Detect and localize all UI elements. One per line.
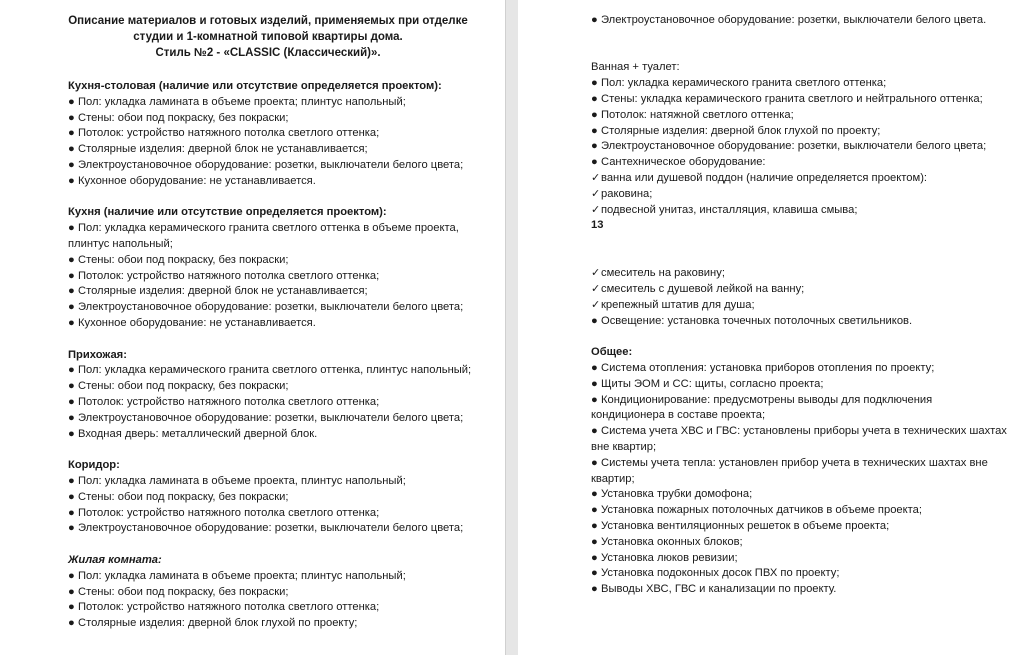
list-item: ● Пол: укладка керамического гранита светлого оттенка; bbox=[591, 76, 1016, 92]
list-item: ● Столярные изделия: дверной блок глухой по проекту; bbox=[68, 616, 498, 632]
list-item: ● Стены: обои под покраску, без покраски; bbox=[68, 379, 498, 395]
bullet-icon: ● bbox=[591, 519, 598, 532]
bullet-icon: ● bbox=[68, 380, 75, 393]
bullet-icon: ● bbox=[68, 111, 75, 124]
bullet-icon: ● bbox=[591, 124, 598, 137]
check-item: ✓крепежный штатив для душа; bbox=[591, 298, 1016, 314]
bullet-icon: ● bbox=[591, 535, 598, 548]
list-item-continuation: квартир; bbox=[591, 472, 635, 485]
check-item: ✓смеситель на раковину; bbox=[591, 266, 1016, 282]
bullet-icon: ● bbox=[591, 92, 598, 105]
bullet-icon: ● bbox=[591, 551, 598, 564]
list-item: ● Пол: укладка керамического гранита светлого оттенка в объеме проекта, bbox=[68, 221, 498, 237]
checkmark-icon: ✓ bbox=[591, 298, 601, 311]
list-item: ● Системы учета тепла: установлен прибор учета в технических шахтах вне bbox=[591, 456, 1016, 472]
list-item: ● Установка вентиляционных решеток в объеме проекта; bbox=[591, 519, 1016, 535]
list-item: ● Столярные изделия: дверной блок не устанавливается; bbox=[68, 284, 498, 300]
checkmark-icon: ✓ bbox=[591, 282, 601, 295]
bullet-icon: ● bbox=[591, 488, 598, 501]
section-heading-bathroom: Ванная + туалет: bbox=[591, 61, 680, 74]
list-item: ● Электроустановочное оборудование: розетки, выключатели белого цвета; bbox=[68, 521, 498, 537]
checkmark-icon: ✓ bbox=[591, 203, 601, 216]
list-item: ● Освещение: установка точечных потолочных светильников. bbox=[591, 314, 1016, 330]
list-item: ● Потолок: устройство натяжного потолка светлого оттенка; bbox=[68, 506, 498, 522]
bullet-icon: ● bbox=[68, 285, 75, 298]
document-page-left bbox=[0, 0, 505, 655]
bullet-icon: ● bbox=[68, 253, 75, 266]
list-item: ● Столярные изделия: дверной блок не устанавливается; bbox=[68, 142, 498, 158]
checkmark-icon: ✓ bbox=[591, 187, 601, 200]
spacer bbox=[591, 329, 1016, 345]
list-item: ● Система отопления: установка приборов отопления по проекту; bbox=[591, 361, 1016, 377]
list-item: ● Электроустановочное оборудование: розетки, выключатели белого цвета; bbox=[68, 300, 498, 316]
check-item: ✓подвесной унитаз, инсталляция, клавиша смыва; bbox=[591, 203, 1016, 219]
bullet-icon: ● bbox=[68, 127, 75, 140]
checkmark-icon: ✓ bbox=[591, 267, 601, 280]
page-number: 13 bbox=[591, 219, 604, 232]
list-item: ● Стены: укладка керамического гранита светлого и нейтрального оттенка; bbox=[591, 92, 1016, 108]
section-heading-kitchen: Кухня (наличие или отсутствие определяется проектом): bbox=[68, 206, 387, 219]
list-item: ● Электроустановочное оборудование: розетки, выключатели белого цвета. bbox=[591, 13, 1016, 29]
bullet-icon: ● bbox=[68, 411, 75, 424]
list-item: ● Пол: укладка ламината в объеме проекта; плинтус напольный; bbox=[68, 569, 498, 585]
bullet-icon: ● bbox=[68, 569, 75, 582]
bullet-icon: ● bbox=[68, 301, 75, 314]
bullet-icon: ● bbox=[591, 14, 598, 26]
list-item: ● Потолок: устройство натяжного потолка светлого оттенка; bbox=[68, 269, 498, 285]
spacer bbox=[591, 29, 1016, 45]
list-item: ● Кухонное оборудование: не устанавливается. bbox=[68, 316, 498, 332]
bullet-icon: ● bbox=[68, 601, 75, 614]
title-line: Стиль №2 - «CLASSIC (Классический)». bbox=[155, 47, 381, 59]
spacer bbox=[591, 234, 1016, 266]
list-item: ● Потолок: устройство натяжного потолка светлого оттенка; bbox=[68, 395, 498, 411]
list-item: ● Пол: укладка ламината в объеме проекта, плинтус напольный; bbox=[68, 474, 498, 490]
list-item: ● Щиты ЭОМ и СС: щиты, согласно проекта; bbox=[591, 377, 1016, 393]
list-item: ● Установка пожарных потолочных датчиков в объеме проекта; bbox=[591, 503, 1016, 519]
bullet-icon: ● bbox=[591, 156, 598, 169]
list-item: ● Электроустановочное оборудование: розетки, выключатели белого цвета; bbox=[68, 158, 498, 174]
spacer bbox=[68, 442, 498, 458]
list-item: ● Входная дверь: металлический дверной блок. bbox=[68, 427, 498, 443]
list-item: ● Установка оконных блоков; bbox=[591, 535, 1016, 551]
list-item-continuation: кондиционера в составе проекта; bbox=[591, 409, 766, 422]
list-item: ● Потолок: натяжной светлого оттенка; bbox=[591, 108, 1016, 124]
check-item: ✓смеситель с душевой лейкой на ванну; bbox=[591, 282, 1016, 298]
bullet-icon: ● bbox=[591, 425, 598, 438]
bullet-icon: ● bbox=[591, 504, 598, 517]
spacer bbox=[68, 190, 498, 206]
section-heading-hallway: Прихожая: bbox=[68, 348, 127, 361]
list-item-continuation: плинтус напольный; bbox=[68, 237, 173, 250]
bullet-icon: ● bbox=[68, 522, 75, 535]
list-item: ● Сантехническое оборудование: bbox=[591, 155, 1016, 171]
list-item: ● Пол: укладка ламината в объеме проекта; плинтус напольный; bbox=[68, 95, 498, 111]
bullet-icon: ● bbox=[591, 456, 598, 469]
list-item: ● Стены: обои под покраску, без покраски; bbox=[68, 111, 498, 127]
list-item: ● Электроустановочное оборудование: розетки, выключатели белого цвета; bbox=[591, 139, 1016, 155]
bullet-icon: ● bbox=[68, 174, 75, 187]
list-item: ● Стены: обои под покраску, без покраски; bbox=[68, 585, 498, 601]
section-heading-kitchen-dining: Кухня-столовая (наличие или отсутствие определяется проектом): bbox=[68, 80, 442, 92]
bullet-icon: ● bbox=[68, 143, 75, 156]
list-item: ● Кондиционирование: предусмотрены выводы для подключения bbox=[591, 393, 1016, 409]
list-item: ● Столярные изделия: дверной блок глухой по проекту; bbox=[591, 124, 1016, 140]
bullet-icon: ● bbox=[591, 140, 598, 153]
list-item: ● Кухонное оборудование: не устанавливается. bbox=[68, 174, 498, 190]
list-item: ● Электроустановочное оборудование: розетки, выключатели белого цвета; bbox=[68, 411, 498, 427]
section-heading-corridor: Коридор: bbox=[68, 459, 120, 472]
list-item: ● Стены: обои под покраску, без покраски; bbox=[68, 490, 498, 506]
list-item: ● Пол: укладка керамического гранита светлого оттенка, плинтус напольный; bbox=[68, 363, 498, 379]
bullet-icon: ● bbox=[68, 506, 75, 519]
section-heading-general: Общее: bbox=[591, 346, 633, 359]
list-item: ● Потолок: устройство натяжного потолка светлого оттенка; bbox=[68, 600, 498, 616]
bullet-icon: ● bbox=[68, 222, 75, 235]
bullet-icon: ● bbox=[68, 158, 75, 171]
left-content bbox=[68, 79, 498, 632]
bullet-icon: ● bbox=[591, 393, 598, 406]
section-heading-living-room: Жилая комната: bbox=[68, 553, 162, 566]
bullet-icon: ● bbox=[68, 585, 75, 598]
bullet-icon: ● bbox=[68, 269, 75, 282]
bullet-icon: ● bbox=[68, 617, 75, 630]
bullet-icon: ● bbox=[68, 427, 75, 440]
check-item: ✓раковина; bbox=[591, 187, 1016, 203]
bullet-icon: ● bbox=[68, 395, 75, 408]
right-content bbox=[591, 13, 1016, 598]
spacer bbox=[591, 45, 1016, 61]
spacer bbox=[68, 332, 498, 348]
bullet-icon: ● bbox=[68, 95, 75, 108]
bullet-icon: ● bbox=[591, 108, 598, 121]
document-title bbox=[68, 13, 468, 61]
spacer bbox=[68, 537, 498, 553]
bullet-icon: ● bbox=[591, 77, 598, 90]
bullet-icon: ● bbox=[68, 316, 75, 329]
list-item: ● Потолок: устройство натяжного потолка светлого оттенка; bbox=[68, 126, 498, 142]
bullet-icon: ● bbox=[591, 583, 598, 596]
list-item: ● Стены: обои под покраску, без покраски; bbox=[68, 253, 498, 269]
bullet-icon: ● bbox=[591, 361, 598, 374]
check-item: ✓ванна или душевой поддон (наличие определяется проектом): bbox=[591, 171, 1016, 187]
list-item: ● Система учета ХВС и ГВС: установлены приборы учета в технических шахтах bbox=[591, 424, 1016, 440]
title-line: Описание материалов и готовых изделий, применяемых при отделке bbox=[68, 15, 468, 27]
bullet-icon: ● bbox=[68, 490, 75, 503]
list-item: ● Выводы ХВС, ГВС и канализации по проекту. bbox=[591, 582, 1016, 598]
list-item: ● Установка подоконных досок ПВХ по проекту; bbox=[591, 566, 1016, 582]
bullet-icon: ● bbox=[591, 567, 598, 580]
bullet-icon: ● bbox=[68, 474, 75, 487]
title-line: студии и 1-комнатной типовой квартиры дома. bbox=[133, 31, 403, 43]
bullet-icon: ● bbox=[591, 377, 598, 390]
list-item-continuation: вне квартир; bbox=[591, 440, 657, 453]
checkmark-icon: ✓ bbox=[591, 171, 601, 184]
list-item: ● Установка люков ревизии; bbox=[591, 551, 1016, 567]
list-item: ● Установка трубки домофона; bbox=[591, 487, 1016, 503]
bullet-icon: ● bbox=[68, 364, 75, 377]
bullet-icon: ● bbox=[591, 314, 598, 327]
